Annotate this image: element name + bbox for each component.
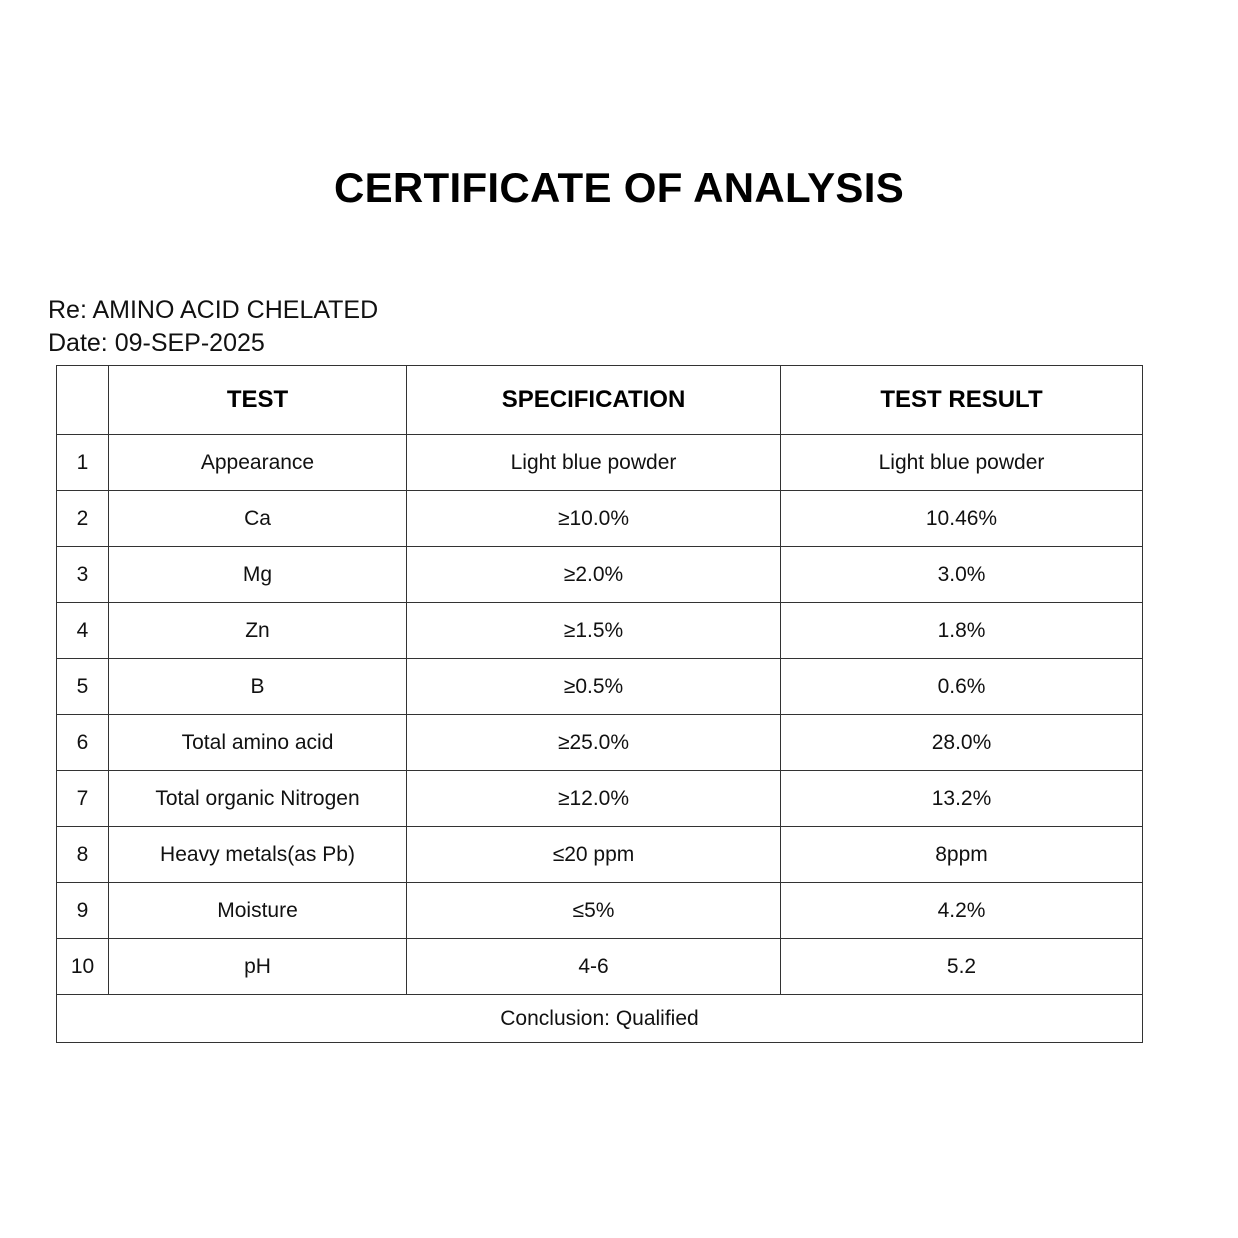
row-test: Zn (109, 603, 407, 659)
row-test: Total amino acid (109, 715, 407, 771)
table-row (57, 771, 1143, 827)
row-test: Moisture (109, 883, 407, 939)
page-title: CERTIFICATE OF ANALYSIS (333, 164, 905, 211)
table-row (57, 435, 1143, 491)
analysis-table (56, 365, 1143, 1043)
header-number (57, 366, 109, 435)
row-specification: ≥12.0% (407, 771, 781, 827)
row-specification: ≥25.0% (407, 715, 781, 771)
row-specification: ≥2.0% (407, 547, 781, 603)
row-result: Light blue powder (781, 435, 1143, 491)
row-test: Appearance (109, 435, 407, 491)
row-result: 0.6% (781, 659, 1143, 715)
re-line: Re: AMINO ACID CHELATED (48, 296, 379, 324)
row-result: 28.0% (781, 715, 1143, 771)
row-test: B (109, 659, 407, 715)
date-line: Date: 09-SEP-2025 (48, 329, 265, 357)
row-test: Ca (109, 491, 407, 547)
row-specification: ≤20 ppm (407, 827, 781, 883)
row-specification: ≥0.5% (407, 659, 781, 715)
header-test-result: TEST RESULT (781, 366, 1143, 435)
table-row (57, 827, 1143, 883)
table-row (57, 547, 1143, 603)
row-result: 3.0% (781, 547, 1143, 603)
table-row (57, 659, 1143, 715)
row-specification: ≤5% (407, 883, 781, 939)
row-specification: ≥1.5% (407, 603, 781, 659)
row-number: 1 (57, 435, 109, 491)
row-number: 8 (57, 827, 109, 883)
table-row (57, 491, 1143, 547)
row-number: 3 (57, 547, 109, 603)
row-number: 5 (57, 659, 109, 715)
row-result: 5.2 (781, 939, 1143, 995)
row-result: 4.2% (781, 883, 1143, 939)
table-row (57, 883, 1143, 939)
row-test: Total organic Nitrogen (109, 771, 407, 827)
row-test: Heavy metals(as Pb) (109, 827, 407, 883)
row-test: Mg (109, 547, 407, 603)
header-specification: SPECIFICATION (407, 366, 781, 435)
row-result: 10.46% (781, 491, 1143, 547)
row-result: 1.8% (781, 603, 1143, 659)
row-number: 4 (57, 603, 109, 659)
row-specification: 4-6 (407, 939, 781, 995)
header-test: TEST (109, 366, 407, 435)
table-row (57, 939, 1143, 995)
row-specification: Light blue powder (407, 435, 781, 491)
table-header-row (57, 366, 1143, 435)
conclusion-cell: Conclusion: Qualified (57, 995, 1143, 1043)
row-result: 8ppm (781, 827, 1143, 883)
table-row (57, 603, 1143, 659)
row-specification: ≥10.0% (407, 491, 781, 547)
row-number: 7 (57, 771, 109, 827)
row-number: 10 (57, 939, 109, 995)
conclusion-row (57, 995, 1143, 1043)
row-number: 9 (57, 883, 109, 939)
row-number: 6 (57, 715, 109, 771)
row-test: pH (109, 939, 407, 995)
document-meta (48, 294, 378, 360)
row-result: 13.2% (781, 771, 1143, 827)
table-row (57, 715, 1143, 771)
row-number: 2 (57, 491, 109, 547)
